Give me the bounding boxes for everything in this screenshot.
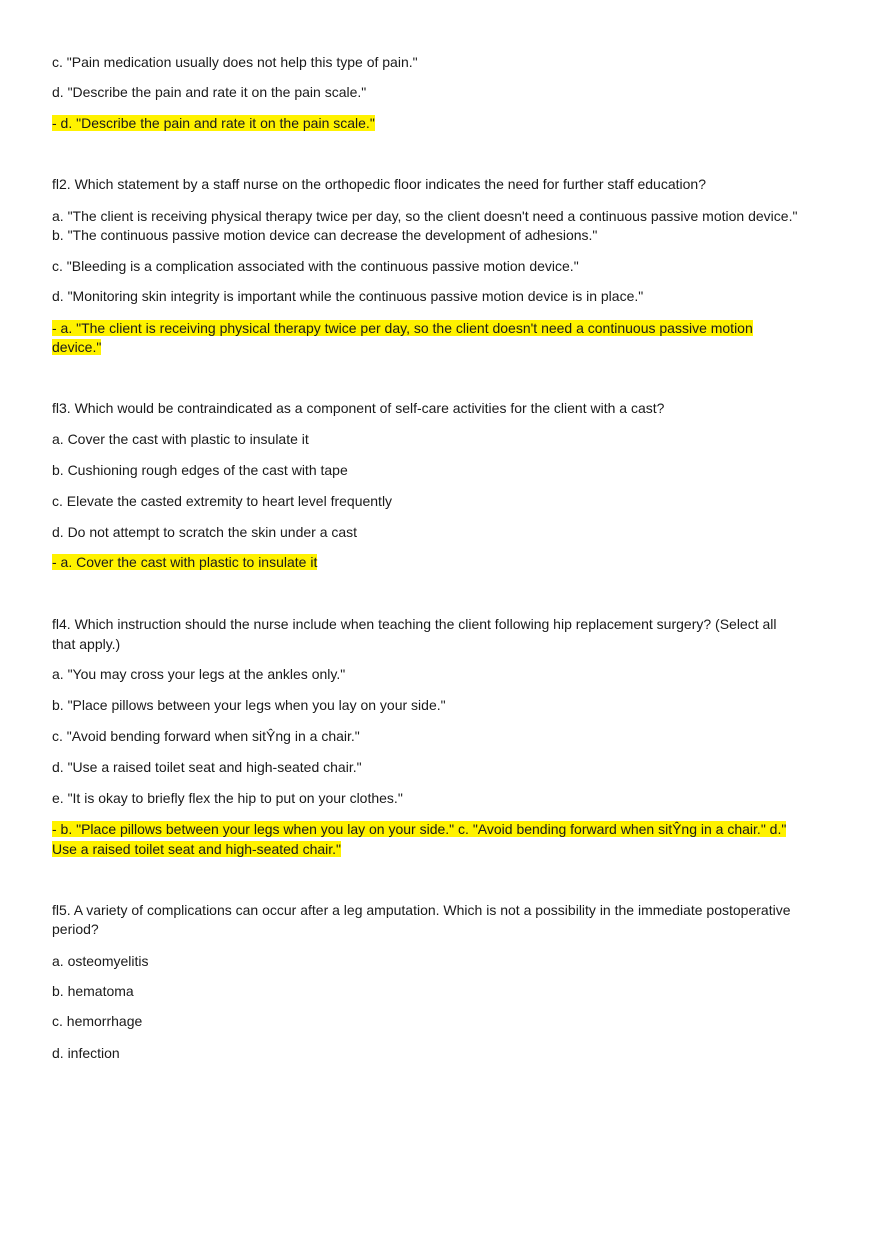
q14-option-e: e. "It is okay to briefly flex the hip to put on your clothes." [52,790,403,806]
q13-answer [52,553,832,572]
q12-answer-highlight-2: device." [52,339,102,355]
q12-answer-line-1 [52,319,832,338]
q13-question: fl3. Which would be contraindicated as a component of self-care activities for the client with a cast? [52,400,665,416]
q15-option-c: c. hemorrhage [52,1013,143,1029]
q14-answer-line-2 [52,840,832,859]
q14-option-c: c. "Avoid bending forward when sitŶng in a chair." [52,728,360,744]
q14-answer-line-1 [52,820,832,839]
q11-answer-highlight: - d. "Describe the pain and rate it on the pain scale." [52,115,375,131]
q13-option-d: d. Do not attempt to scratch the skin under a cast [52,524,358,540]
q12-option-b: b. "The continuous passive motion device can decrease the development of adhesions." [52,227,598,243]
q12-answer-highlight-1: - a. "The client is receiving physical therapy twice per day, so the client doesn't need a continuous passive motion [52,320,753,336]
q15-question-line-2: period? [52,921,99,937]
q12-option-d: d. "Monitoring skin integrity is important while the continuous passive motion device is in place." [52,288,644,304]
q14-option-a: a. "You may cross your legs at the ankles only." [52,666,346,682]
q12-answer-line-2 [52,338,832,357]
q13-option-c: c. Elevate the casted extremity to heart level frequently [52,493,393,509]
q11-option-d: d. "Describe the pain and rate it on the pain scale." [52,84,367,100]
q14-answer-highlight-1: - b. "Place pillows between your legs when you lay on your side." c. "Avoid bending forward when sitŶng in a chair." d." [52,821,787,837]
q12-option-c: c. "Bleeding is a complication associated with the continuous passive motion device." [52,258,579,274]
q14-answer-highlight-2: Use a raised toilet seat and high-seated chair." [52,841,342,857]
q15-question-line-1: fl5. A variety of complications can occur after a leg amputation. Which is not a possibility in the immediate postoperative [52,902,791,918]
q12-question: fl2. Which statement by a staff nurse on the orthopedic floor indicates the need for further staff education? [52,176,706,192]
q11-answer [52,114,832,133]
q14-option-b: b. "Place pillows between your legs when you lay on your side." [52,697,446,713]
q15-option-b: b. hematoma [52,983,134,999]
q11-option-c: c. "Pain medication usually does not help this type of pain." [52,54,418,70]
q13-answer-highlight: - a. Cover the cast with plastic to insulate it [52,554,318,570]
q15-option-a: a. osteomyelitis [52,953,149,969]
q14-question-line-2: that apply.) [52,636,121,652]
q13-option-a: a. Cover the cast with plastic to insulate it [52,431,309,447]
q14-option-d: d. "Use a raised toilet seat and high-seated chair." [52,759,362,775]
q12-option-a: a. "The client is receiving physical therapy twice per day, so the client doesn't need a continuous passive motion device." [52,208,798,224]
q13-option-b: b. Cushioning rough edges of the cast with tape [52,462,348,478]
q15-option-d: d. infection [52,1045,120,1061]
q14-question-line-1: fl4. Which instruction should the nurse include when teaching the client following hip replacement surgery? (Select all [52,616,777,632]
